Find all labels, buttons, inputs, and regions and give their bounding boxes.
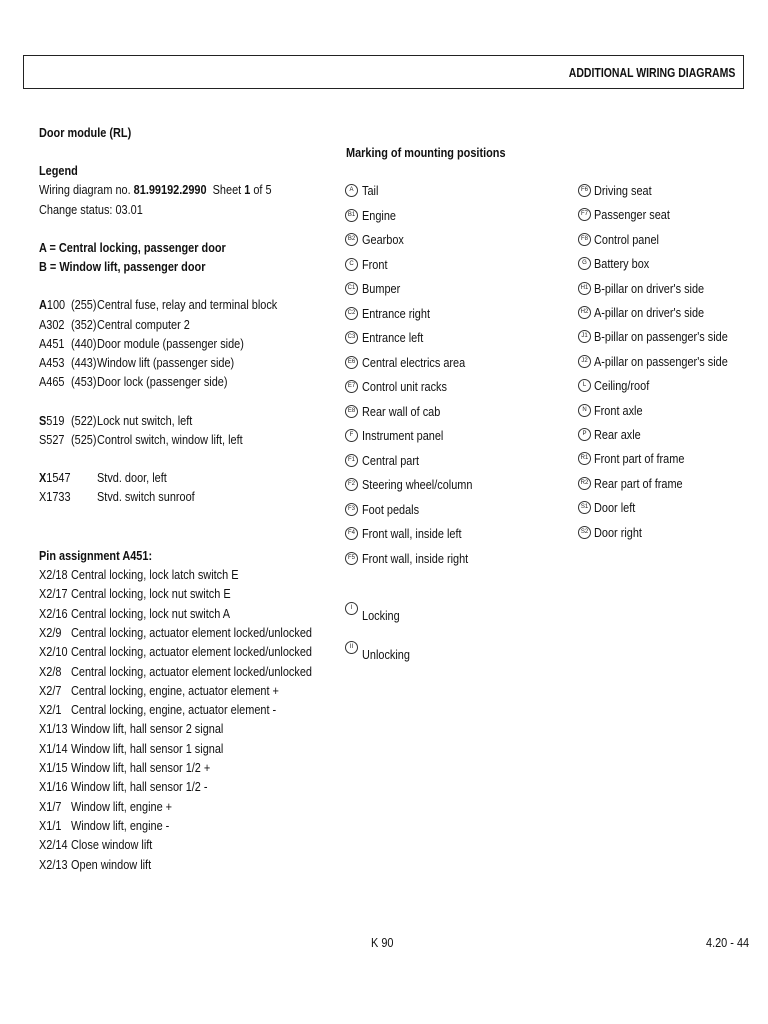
mounting-label — [362, 306, 443, 322]
mounting-label — [362, 355, 485, 371]
pin-description — [71, 721, 252, 737]
pin-description-text: Central locking, lock nut switch A — [71, 605, 231, 621]
pin-description — [71, 779, 234, 795]
position-marker-icon: C2 — [345, 307, 358, 320]
component-code — [39, 470, 77, 486]
position-marker-icon: B1 — [345, 209, 358, 222]
mounting-label-text: Front — [362, 256, 388, 272]
component-description-text: Door lock (passenger side) — [97, 374, 228, 389]
position-marker-icon: F7 — [578, 208, 591, 221]
component-code — [39, 317, 69, 333]
mounting-label-text: Gearbox — [362, 232, 404, 247]
mounting-label — [594, 281, 725, 297]
pin-description — [71, 586, 261, 602]
component-description-text: Control switch, window lift, left — [97, 432, 243, 447]
mounting-label-text: Door right — [594, 524, 642, 540]
component-code-rest: 100 — [46, 297, 66, 312]
mounting-label-text: Central part — [362, 452, 420, 468]
pin-code-text: X1/14 — [39, 740, 68, 756]
position-marker-icon: E8 — [345, 405, 358, 418]
position-marker-icon: C — [345, 258, 358, 271]
header-box — [23, 55, 744, 89]
component-description-text: Lock nut switch, left — [97, 413, 193, 428]
pin-description-text: Central locking, actuator element locked/unlocked — [71, 644, 312, 660]
pin-description-text: Window lift, hall sensor 2 signal — [71, 721, 224, 737]
component-code-letter: X — [39, 470, 47, 485]
pin-description-text: Central locking, actuator element locked/unlocked — [71, 624, 312, 640]
mounting-label — [594, 232, 671, 248]
pin-description — [71, 799, 191, 815]
legend-title: Legend — [39, 163, 78, 178]
mounting-label — [362, 477, 494, 493]
pin-code-text: X1/1 — [39, 817, 62, 833]
mounting-label — [594, 500, 643, 516]
component-description — [97, 432, 270, 448]
mounting-label-text: Rear axle — [594, 427, 641, 442]
position-marker-icon: F2 — [345, 478, 358, 491]
header-title: ADDITIONAL WIRING DIAGRAMS — [568, 66, 735, 80]
mounting-label-text: Control unit racks — [362, 379, 447, 394]
position-marker-icon: B2 — [345, 233, 358, 246]
pin-title: Pin assignment A451: — [39, 548, 153, 563]
position-marker-icon: S2 — [578, 526, 591, 539]
component-description — [97, 336, 272, 352]
component-description — [97, 470, 180, 486]
footer-center: K 90 — [371, 935, 394, 950]
pin-code — [39, 837, 73, 853]
position-marker-icon: H2 — [578, 306, 591, 319]
component-number-text: (522) — [71, 413, 97, 428]
mounting-label-text: Steering wheel/column — [362, 477, 473, 492]
component-code — [39, 336, 69, 352]
section-title: Door module (RL) — [39, 125, 132, 140]
mounting-label — [594, 183, 663, 199]
lock-state-label — [362, 647, 419, 663]
mounting-label — [362, 281, 408, 297]
component-code-rest: A465 — [39, 374, 65, 389]
component-code-rest: X1733 — [39, 489, 71, 504]
position-marker-icon: P — [578, 428, 591, 441]
pin-code-text: X1/15 — [39, 760, 68, 775]
pin-description — [71, 664, 358, 680]
component-code-letter: A — [39, 297, 47, 312]
pin-code — [39, 702, 66, 718]
position-marker-icon: J2 — [578, 355, 591, 368]
pin-code — [39, 818, 66, 834]
lock-state-marker-icon: II — [345, 641, 358, 654]
component-description — [97, 374, 252, 390]
mounting-label — [594, 378, 660, 394]
mounting-label-text: Instrument panel — [362, 428, 444, 443]
component-code — [39, 489, 77, 505]
mounting-label — [362, 551, 488, 567]
mounting-label-text: Ceiling/roof — [594, 378, 650, 394]
pin-description — [71, 837, 168, 853]
mounting-label-text: A-pillar on passenger's side — [594, 353, 728, 369]
position-marker-icon: N — [578, 404, 591, 417]
pin-description-text: Window lift, hall sensor 1/2 - — [71, 779, 208, 795]
mounting-label-text: Rear wall of cab — [362, 403, 441, 419]
position-marker-icon: F — [345, 429, 358, 442]
mounting-label — [362, 232, 412, 248]
pin-description — [71, 683, 319, 699]
pin-description — [71, 644, 358, 660]
component-description — [97, 489, 213, 505]
mounting-label-text: Front part of frame — [594, 451, 685, 467]
mounting-label-text: Control panel — [594, 231, 659, 247]
pin-description-text: Central locking, engine, actuator element - — [71, 702, 277, 718]
mounting-label — [594, 451, 702, 467]
mounting-label — [594, 329, 753, 345]
position-marker-icon: E6 — [345, 356, 358, 369]
mounting-label-text: Driving seat — [594, 183, 652, 198]
component-number-text: (352) — [71, 317, 97, 332]
lock-state-label-text: Locking — [362, 608, 400, 623]
position-marker-icon: R2 — [578, 477, 591, 490]
position-marker-icon: G — [578, 257, 591, 270]
position-marker-icon: R1 — [578, 452, 591, 465]
mounting-label — [594, 305, 725, 321]
pin-description — [71, 567, 270, 583]
pin-code — [39, 799, 66, 815]
pin-code-text: X2/7 — [39, 682, 62, 698]
component-description — [97, 413, 210, 429]
position-marker-icon: A — [345, 184, 358, 197]
mounting-label-text: Tail — [362, 183, 379, 198]
component-code-letter: S — [39, 413, 47, 428]
mounting-label-text: Entrance right — [362, 305, 430, 321]
mounting-label — [594, 476, 700, 492]
pin-description-text: Window lift, engine - — [71, 817, 170, 833]
pin-description-text: Window lift, engine + — [71, 798, 173, 814]
wiring-diagram-line: Wiring diagram no. 81.99192.2990 Sheet 1 of 5 — [39, 182, 272, 197]
mounting-label-text: Passenger seat — [594, 207, 670, 223]
mounting-label-text: Front axle — [594, 402, 643, 418]
component-description-text: Central fuse, relay and terminal block — [97, 297, 278, 312]
component-code-rest: S527 — [39, 432, 65, 447]
pin-code — [39, 644, 73, 660]
mounting-label — [594, 354, 753, 370]
pin-description-text: Central locking, engine, actuator element + — [71, 682, 279, 698]
component-number-text: (443) — [71, 355, 97, 370]
position-marker-icon: F4 — [345, 527, 358, 540]
position-marker-icon: F5 — [345, 552, 358, 565]
component-code-rest: A451 — [39, 336, 65, 351]
position-marker-icon: F8 — [578, 233, 591, 246]
mounting-label — [362, 257, 392, 273]
mounting-label-text: A-pillar on driver's side — [594, 305, 705, 320]
pin-description — [71, 606, 260, 622]
component-description-text: Stvd. door, left — [97, 470, 167, 485]
component-description-text: Central computer 2 — [97, 317, 190, 332]
component-number-text: (453) — [71, 374, 97, 389]
component-number-text: (255) — [71, 297, 97, 312]
mounting-label-text: Entrance left — [362, 330, 424, 345]
component-code-rest: A453 — [39, 355, 65, 370]
component-code — [39, 297, 70, 313]
position-marker-icon: H1 — [578, 282, 591, 295]
mounting-label-text: Foot pedals — [362, 501, 420, 517]
pin-code-text: X1/16 — [39, 779, 68, 795]
pin-code — [39, 664, 66, 680]
mounting-label — [362, 453, 430, 469]
position-marker-icon: F6 — [578, 184, 591, 197]
component-description-text: Door module (passenger side) — [97, 336, 244, 351]
component-code-rest: 519 — [46, 413, 65, 428]
mounting-label — [594, 525, 651, 541]
component-description — [97, 317, 208, 333]
pin-description-text: Central locking, lock nut switch E — [71, 586, 231, 602]
pin-code-text: X2/8 — [39, 663, 62, 679]
position-marker-icon: C1 — [345, 282, 358, 295]
pin-code — [39, 606, 73, 622]
mounting-label-text: Front wall, inside left — [362, 526, 462, 541]
pin-code — [39, 721, 73, 737]
pin-code — [39, 857, 73, 873]
pin-code-text: X2/17 — [39, 586, 68, 602]
pin-code-text: X2/1 — [39, 702, 62, 718]
pin-description-text: Window lift, hall sensor 1/2 + — [71, 760, 211, 775]
mounting-label — [362, 208, 402, 224]
mounting-label — [362, 428, 459, 444]
footer-right: 4.20 - 44 — [706, 935, 750, 950]
pin-code — [39, 779, 73, 795]
pin-description — [71, 818, 188, 834]
pin-code-text: X2/18 — [39, 567, 68, 582]
mounting-label — [362, 404, 455, 420]
component-code — [39, 413, 69, 429]
pin-description-text: Window lift, hall sensor 1 signal — [71, 740, 224, 756]
pin-description-text: Close window lift — [71, 837, 153, 853]
mounting-label-text: Door left — [594, 500, 636, 516]
mounting-label — [362, 379, 463, 395]
mounting-label-text: Bumper — [362, 281, 401, 296]
lock-state-label — [362, 608, 407, 624]
pin-description-text: Central locking, lock latch switch E — [71, 567, 239, 582]
lock-state-marker-icon: I — [345, 602, 358, 615]
pin-code — [39, 625, 66, 641]
mounting-label — [362, 183, 382, 199]
pin-code — [39, 586, 73, 602]
group-a: A = Central locking, passenger door — [39, 240, 226, 255]
pin-code — [39, 741, 73, 757]
pin-description — [71, 625, 358, 641]
pin-code — [39, 683, 66, 699]
component-code — [39, 374, 69, 390]
position-marker-icon: S1 — [578, 501, 591, 514]
component-number-text: (440) — [71, 336, 97, 351]
component-code — [39, 432, 69, 448]
mounting-label — [362, 526, 481, 542]
component-code — [39, 355, 69, 371]
mounting-label-text: Engine — [362, 207, 397, 223]
change-status: Change status: 03.01 — [39, 202, 143, 217]
mounting-label — [362, 502, 430, 518]
pin-code-text: X2/14 — [39, 837, 68, 853]
component-description-text: Window lift (passenger side) — [97, 355, 235, 370]
group-b: B = Window lift, passenger door — [39, 259, 206, 274]
component-description-text: Stvd. switch sunroof — [97, 489, 195, 504]
position-marker-icon: L — [578, 379, 591, 392]
mounting-label-text: Front wall, inside right — [362, 550, 469, 566]
component-code-rest: 1547 — [46, 470, 71, 485]
pin-description — [71, 702, 315, 718]
pin-description-text: Central locking, actuator element locked/unlocked — [71, 663, 312, 679]
mounting-label — [594, 403, 652, 419]
pin-description — [71, 741, 252, 757]
pin-description — [71, 760, 237, 776]
position-marker-icon: C3 — [345, 331, 358, 344]
position-marker-icon: F3 — [345, 503, 358, 516]
mounting-label — [594, 207, 684, 223]
mounting-label-text: B-pillar on driver's side — [594, 280, 705, 296]
position-marker-icon: J1 — [578, 330, 591, 343]
pin-code-text: X2/13 — [39, 856, 68, 872]
component-description — [97, 297, 312, 313]
pin-code-text: X1/7 — [39, 798, 62, 814]
mounting-label — [594, 256, 660, 272]
mounting-label-text: B-pillar on passenger's side — [594, 329, 728, 345]
mounting-title: Marking of mounting positions — [346, 145, 506, 160]
pin-code — [39, 567, 73, 583]
pin-code-text: X2/9 — [39, 624, 62, 640]
position-marker-icon: F1 — [345, 454, 358, 467]
position-marker-icon: E7 — [345, 380, 358, 393]
pin-code-text: X1/13 — [39, 721, 68, 737]
mounting-label-text: Battery box — [594, 256, 650, 272]
component-code-rest: A302 — [39, 317, 65, 332]
pin-description — [71, 857, 166, 873]
pin-code-text: X2/10 — [39, 644, 68, 660]
component-description — [97, 355, 260, 371]
component-number-text: (525) — [71, 432, 97, 447]
pin-description-text: Open window lift — [71, 856, 152, 872]
mounting-label-text: Rear part of frame — [594, 475, 683, 491]
lock-state-label-text: Unlocking — [362, 647, 410, 662]
pin-code-text: X2/16 — [39, 605, 68, 621]
mounting-label-text: Central electrics area — [362, 354, 466, 370]
mounting-label — [362, 330, 435, 346]
mounting-label — [594, 427, 650, 443]
pin-code — [39, 760, 73, 776]
